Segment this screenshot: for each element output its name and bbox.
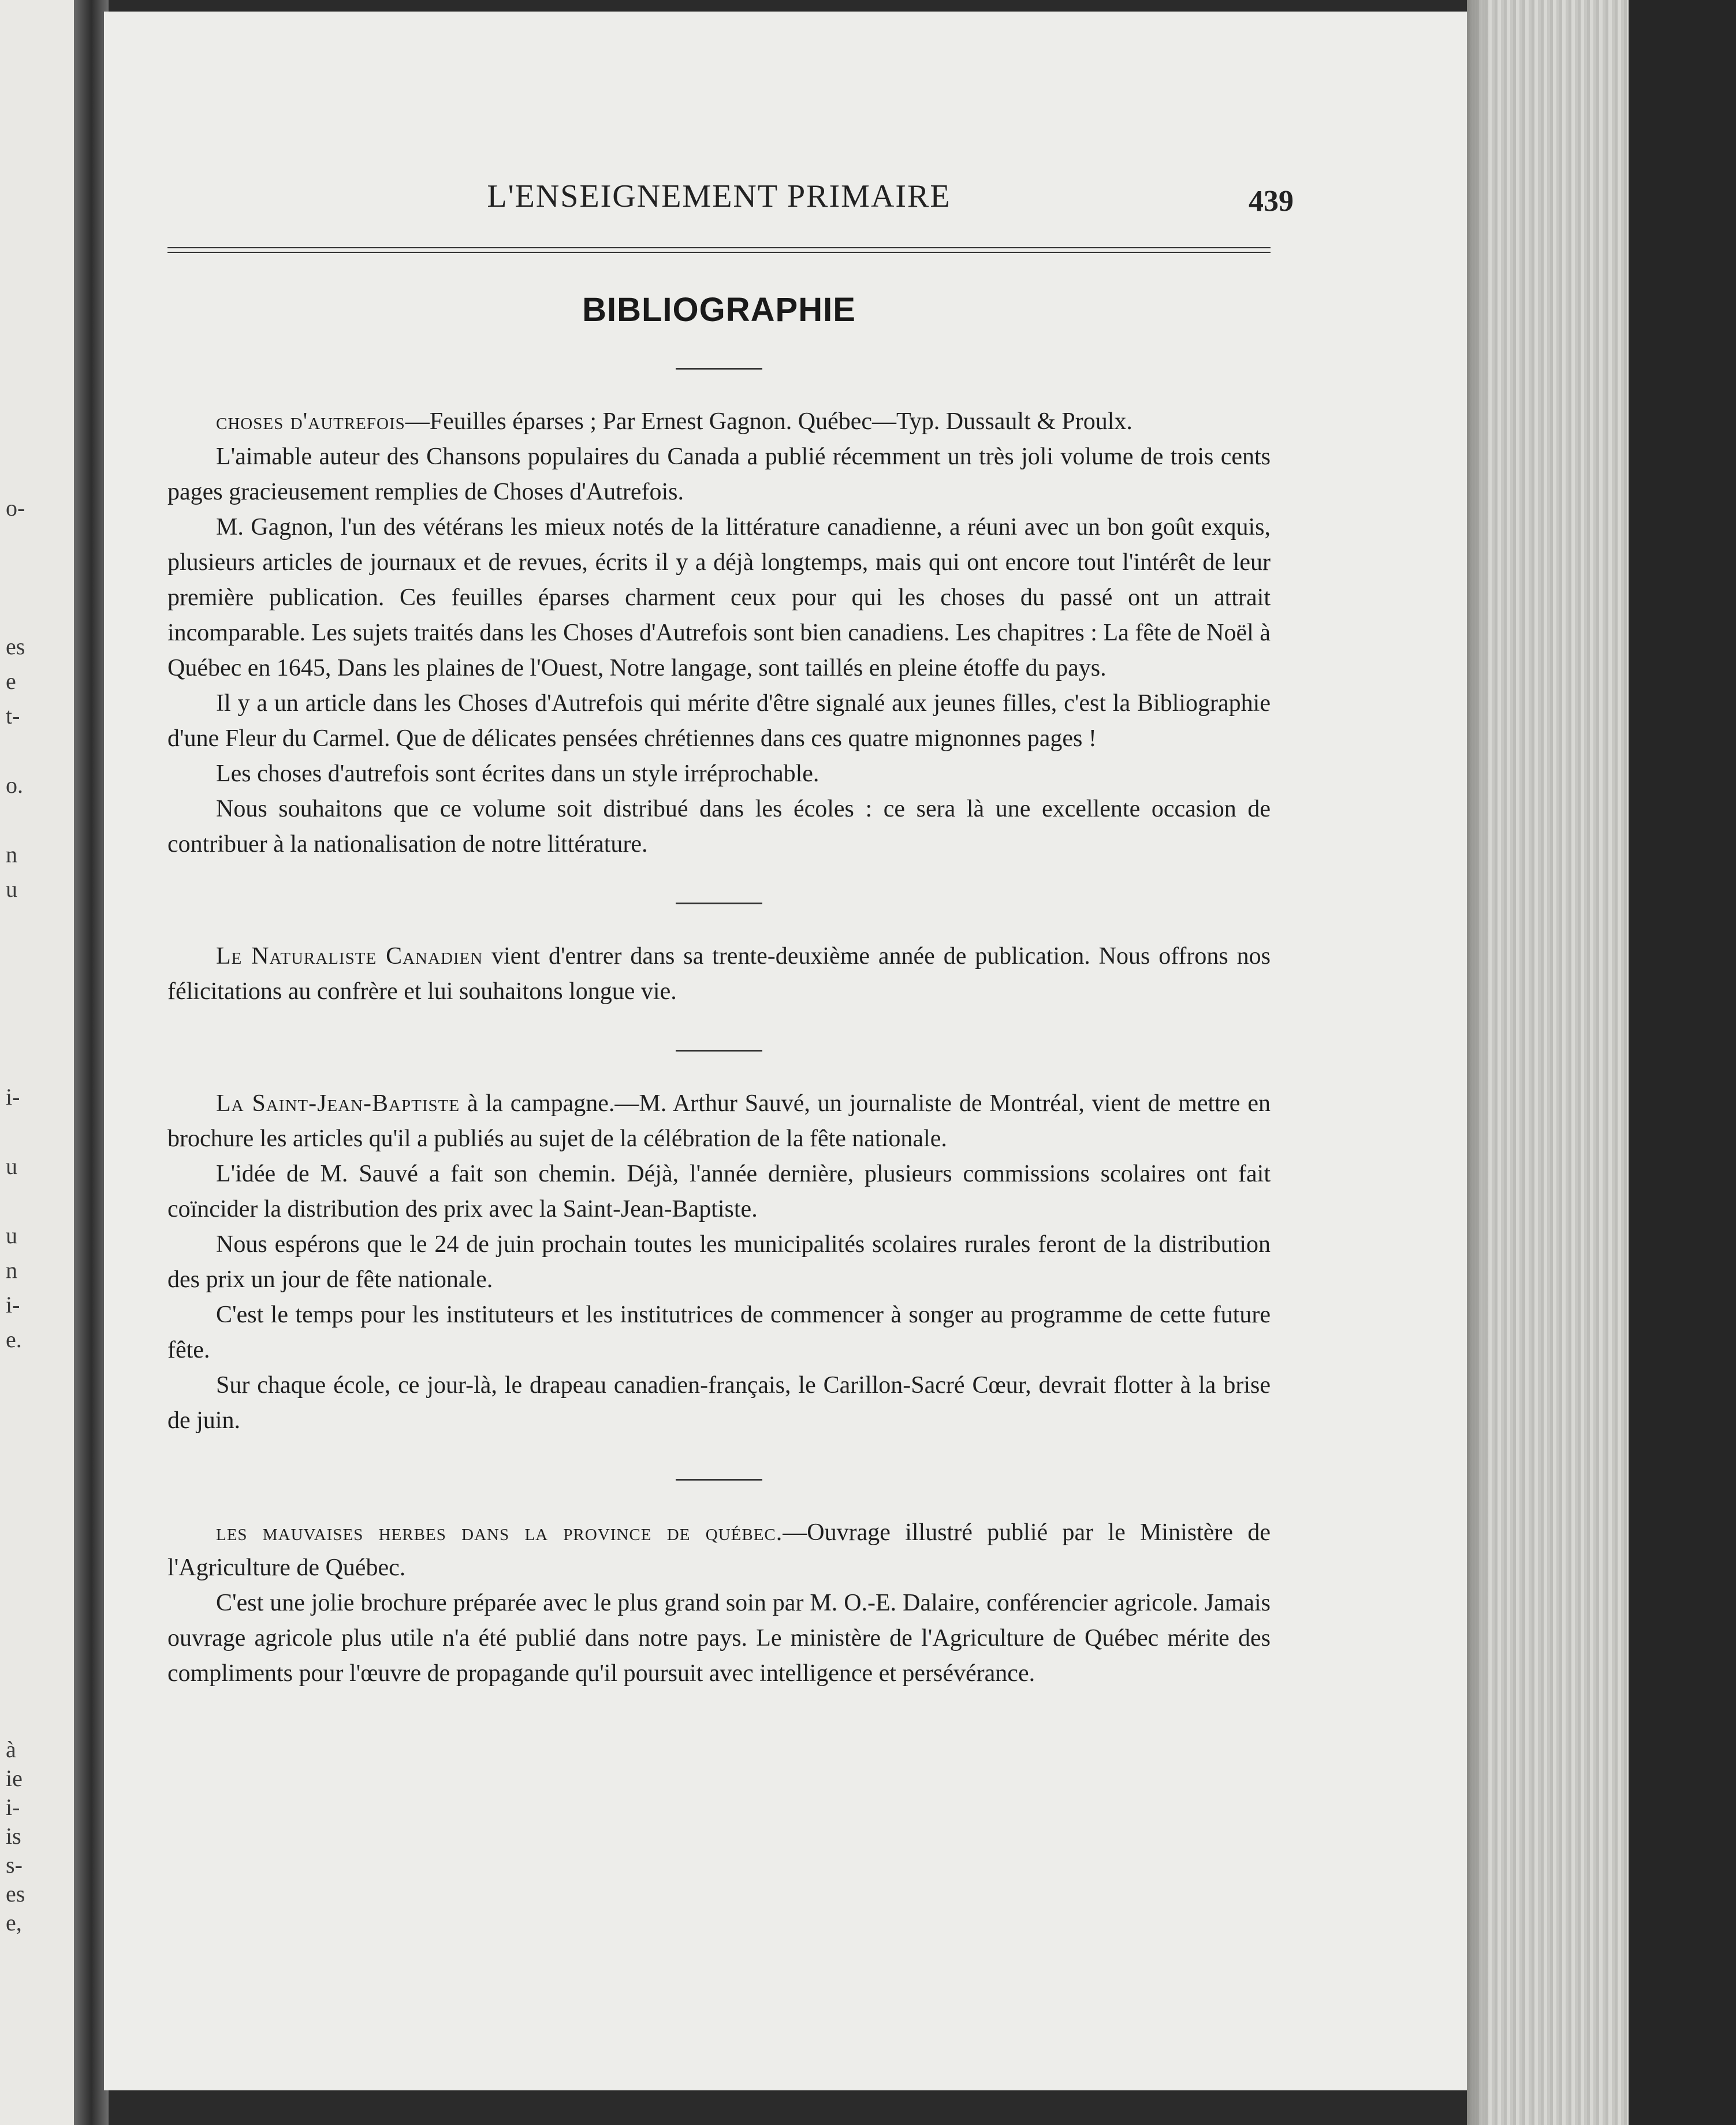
left-page-fragment: à bbox=[6, 1736, 16, 1762]
review-lead bbox=[167, 1086, 1271, 1157]
review-paragraph: Il y a un article dans les Choses d'Autrefois qui mérite d'être signalé aux jeunes filles, c'est la Bibliographie d'une Fleur du Carmel. Que de délicates pensées chrétiennes dans ces quatre mignonnes pages ! bbox=[167, 690, 1271, 752]
left-page-fragment: n bbox=[6, 841, 17, 867]
separator-rule bbox=[676, 903, 762, 904]
review-paragraph: Nous espérons que le 24 de juin prochain toutes les municipalités scolaires rurales feront de la distribution des prix un jour de fête nationale. bbox=[167, 1231, 1271, 1293]
background-right bbox=[1629, 0, 1736, 2125]
left-page-fragment: is bbox=[6, 1823, 21, 1849]
review-saint-jean bbox=[167, 1086, 1271, 1438]
review-paragraph: M. Gagnon, l'un des vétérans les mieux notés de la littérature canadienne, a réuni avec un bon goût exquis, plusieurs articles de journaux et de revues, écrits il y a déjà longtemps, mais qui ont encore tout l'intérêt de leur première publication. Ces feuilles éparses charment ceux pour qui les choses du passé ont un attrait incomparable. Les sujets traités dans les Choses d'Autrefois sont bien canadiens. Les chapitres : La fête de Noël à Québec en 1645, Dans les plaines de l'Ouest, Notre langage, sont taillés en pleine étoffe du pays. bbox=[167, 514, 1271, 681]
left-page-fragment: e. bbox=[6, 1326, 22, 1352]
review-mauvaises-herbes bbox=[167, 1515, 1271, 1691]
left-page-fragment: es bbox=[6, 1881, 25, 1907]
review-lead bbox=[167, 939, 1271, 1009]
running-head bbox=[167, 178, 1294, 219]
review-title: La Saint-Jean-Baptiste bbox=[216, 1090, 460, 1117]
left-page-fragment: u bbox=[6, 1153, 17, 1179]
left-page-fragment: ie bbox=[6, 1765, 23, 1791]
separator-rule bbox=[676, 1479, 762, 1481]
left-page-fragment: t- bbox=[6, 703, 20, 729]
left-page-fragment: e bbox=[6, 668, 16, 694]
left-page-fragment: s- bbox=[6, 1852, 23, 1878]
book-gutter bbox=[74, 0, 109, 2125]
left-page-fragment: es bbox=[6, 633, 25, 659]
review-citation: vient d'entrer dans sa trente-deuxième année de publication. Nous offrons nos félicitations au confrère et lui souhaitons longue vie. bbox=[167, 943, 1271, 1005]
review-paragraph: Les choses d'autrefois sont écrites dans un style irréprochable. bbox=[216, 760, 819, 787]
review-paragraph: C'est une jolie brochure préparée avec le plus grand soin par M. O.-E. Dalaire, conférencier agricole. Jamais ouvrage agricole plus utile n'a été publié dans notre pays. Le ministère de l'Agriculture de Québec mérite des compliments pour l'œuvre de propagande qu'il poursuit avec intelligence et persévérance. bbox=[167, 1590, 1271, 1687]
running-title: L'ENSEIGNEMENT PRIMAIRE bbox=[487, 178, 951, 214]
review-title: les mauvaises herbes dans la province de québec. bbox=[216, 1519, 783, 1546]
review-citation: —Ouvrage illustré publié par le Ministère de l'Agriculture de Québec. bbox=[167, 1519, 1271, 1581]
separator-rule bbox=[676, 1050, 762, 1052]
review-paragraph: C'est le temps pour les instituteurs et les institutrices de commencer à songer au programme de cette future fête. bbox=[167, 1302, 1271, 1363]
left-page-fragment: o. bbox=[6, 772, 23, 798]
review-paragraph: Nous souhaitons que ce volume soit distribué dans les écoles : ce sera là une excellente occasion de contribuer à la nationalisation de notre littérature. bbox=[167, 796, 1271, 858]
page-edges bbox=[1467, 0, 1640, 2125]
review-citation: —Feuilles éparses ; Par Ernest Gagnon. Québec—Typ. Dussault & Proulx. bbox=[405, 408, 1133, 435]
left-page-fragment: o- bbox=[6, 495, 25, 521]
review-paragraph: Sur chaque école, ce jour-là, le drapeau canadien-français, le Carillon-Sacré Cœur, devrait flotter à la brise de juin. bbox=[167, 1372, 1271, 1434]
left-page-fragment: i- bbox=[6, 1292, 20, 1318]
review-lead bbox=[167, 1515, 1271, 1586]
page-number: 439 bbox=[1249, 185, 1294, 218]
review-title: Le Naturaliste Canadien bbox=[216, 943, 483, 970]
separator-rule bbox=[676, 368, 762, 370]
review-paragraph: L'idée de M. Sauvé a fait son chemin. Déjà, l'année dernière, plusieurs commissions scolaires ont fait coïncider la distribution des prix avec la Saint-Jean-Baptiste. bbox=[167, 1161, 1271, 1222]
review-naturaliste bbox=[167, 939, 1271, 1009]
header-rule bbox=[167, 247, 1271, 253]
section-title: BIBLIOGRAPHIE bbox=[582, 291, 856, 329]
left-page-fragment: i- bbox=[6, 1084, 20, 1110]
left-page-fragment: u bbox=[6, 1222, 17, 1248]
left-page-fragment: u bbox=[6, 876, 17, 902]
left-page-fragment: i- bbox=[6, 1794, 20, 1820]
review-paragraph: L'aimable auteur des Chansons populaires du Canada a publié récemment un très joli volume de trois cents pages gracieusement remplies de Choses d'Autrefois. bbox=[167, 443, 1271, 505]
review-citation: à la campagne.—M. Arthur Sauvé, un journaliste de Montréal, vient de mettre en brochure les articles qu'il a publiés au sujet de la célébration de la fête nationale. bbox=[167, 1090, 1271, 1152]
review-lead bbox=[167, 404, 1271, 439]
left-page-fragment: e, bbox=[6, 1910, 22, 1936]
left-page-edge bbox=[0, 0, 81, 2125]
left-page-fragment: n bbox=[6, 1257, 17, 1283]
review-choses-autrefois bbox=[167, 404, 1271, 862]
page-content bbox=[167, 178, 1294, 1691]
review-title: choses d'autrefois bbox=[216, 408, 405, 435]
